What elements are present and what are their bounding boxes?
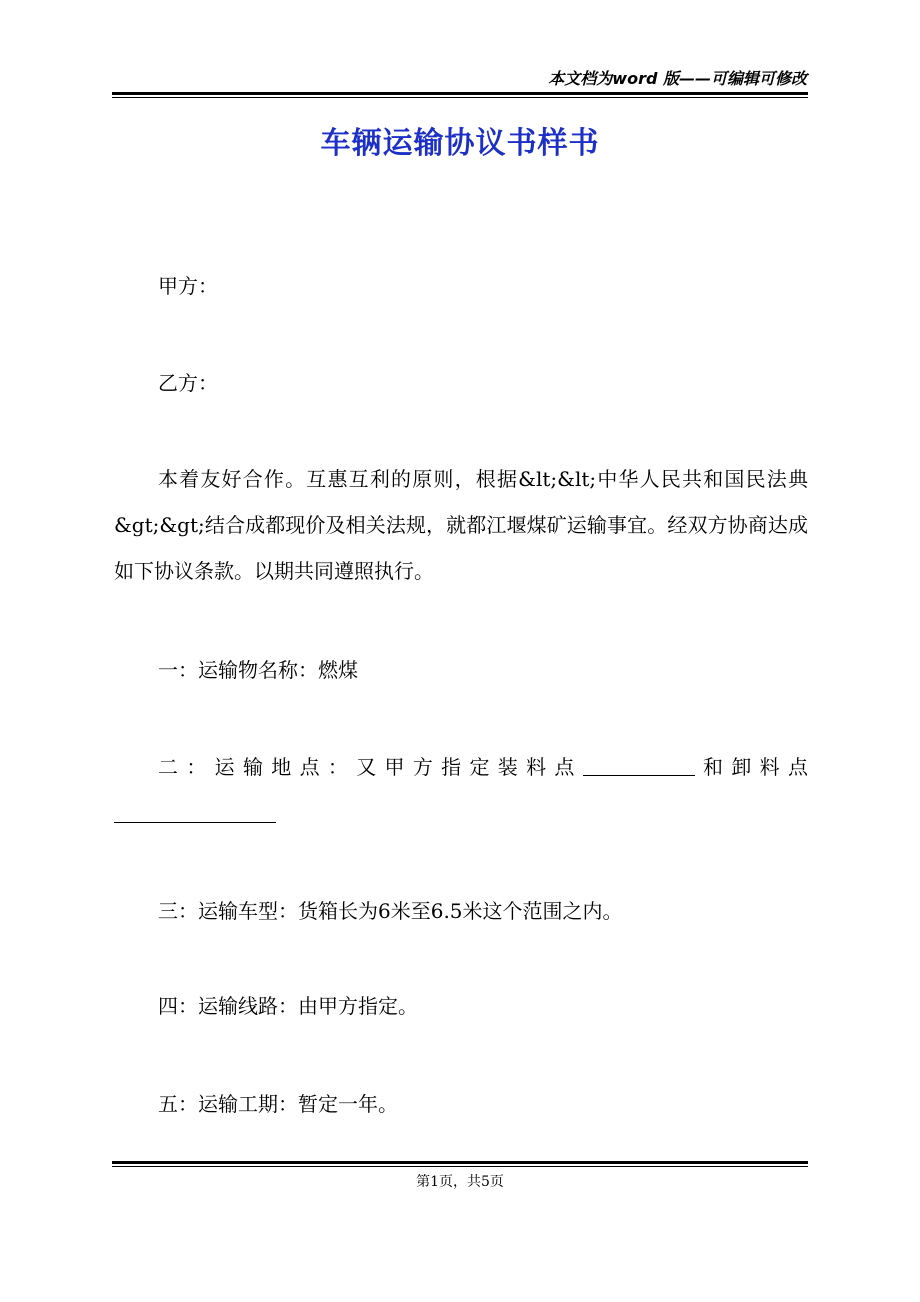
header-rule-thin xyxy=(112,97,808,98)
clause-2-char: 运 xyxy=(214,755,235,779)
clause-2-char: 装 xyxy=(497,755,518,779)
clause-3: 三：运输车型：货箱长为6米至6.5米这个范围之内。 xyxy=(158,899,623,923)
clause-2-char: ： xyxy=(186,755,207,779)
clause-2-char: 和 xyxy=(703,755,723,779)
clause-2-char: 卸 xyxy=(731,755,752,779)
clause-2-char: 定 xyxy=(469,755,490,779)
page-number: 第1页，共5页 xyxy=(416,1174,504,1190)
clause-2-char: 点 xyxy=(554,755,575,779)
clause-2-char: 又 xyxy=(356,755,377,779)
party-b-label: 乙方： xyxy=(158,371,218,395)
header-rule-thick xyxy=(112,92,808,95)
clause-5: 五：运输工期：暂定一年。 xyxy=(158,1092,398,1116)
clause-2-char: 地 xyxy=(271,755,292,779)
header-note: 本文档为word 版——可编辑可修改 xyxy=(548,69,807,88)
party-a-label: 甲方： xyxy=(158,274,218,298)
clause-2-char: ： xyxy=(327,755,348,779)
clause-1: 一：运输物名称：燃煤 xyxy=(158,658,358,682)
clause-2-char: 二 xyxy=(158,755,178,779)
clause-2-char: 方 xyxy=(412,755,433,779)
clause-2-char: 甲 xyxy=(384,755,405,779)
clause-2-char: 指 xyxy=(441,755,462,779)
clause-2-char: 点 xyxy=(787,755,808,779)
document-title: 车辆运输协议书样书 xyxy=(320,126,600,161)
intro-paragraph: 本着友好合作。互惠互利的原则，根据&lt;&lt;中华人民共和国民法典&gt;&gt;结合成都现价及相关法规，就都江堰煤矿运输事宜。经双方协商达成如下协议条款。以期共同遵照执行。 xyxy=(114,467,808,583)
unloading-point-blank xyxy=(114,822,276,823)
clause-2-char: 输 xyxy=(242,755,263,779)
clause-2-char: 料 xyxy=(526,755,547,779)
footer-rule-thin xyxy=(112,1166,808,1167)
clause-4: 四：运输线路：由甲方指定。 xyxy=(158,994,418,1018)
clause-2-char: 点 xyxy=(299,755,320,779)
clause-2-char: 料 xyxy=(759,755,780,779)
clause-2 xyxy=(158,757,808,777)
footer-rule-thick xyxy=(112,1161,808,1164)
loading-point-blank xyxy=(583,757,695,776)
